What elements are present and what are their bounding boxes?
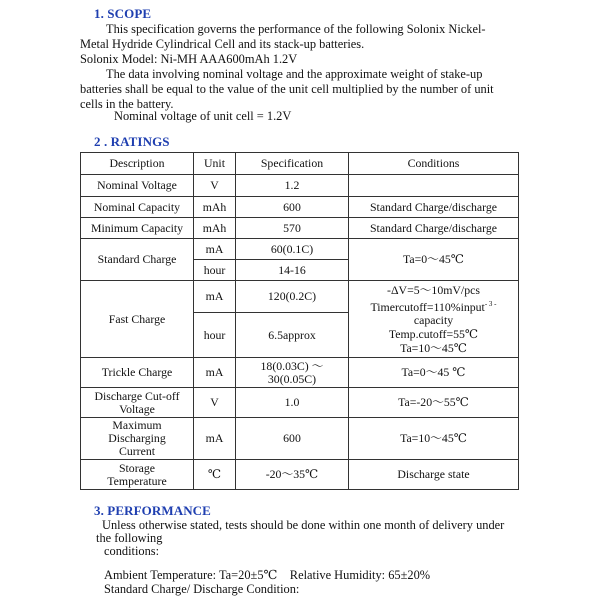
header-specification: Specification: [236, 153, 349, 175]
storage-desc-line-1: Storage: [118, 460, 156, 475]
performance-standard: Standard Charge/ Discharge Condition:: [104, 582, 300, 596]
discharge-cutoff-desc-line-2: Voltage: [119, 401, 155, 416]
fast-charge-cond-line-2: [351, 297, 516, 314]
standard-charge-unit-2: hour: [194, 260, 236, 281]
table-row: [81, 358, 519, 388]
discharge-cutoff-desc: [81, 388, 194, 418]
performance-line-1: Unless otherwise stated, tests should be done within one month of delivery under: [102, 518, 505, 532]
header-unit: Unit: [194, 153, 236, 175]
max-discharging-unit: mA: [194, 418, 236, 460]
trickle-charge-spec-line-2: 30(0.05C): [267, 371, 317, 386]
fast-charge-cond-line-3: capacity: [413, 313, 454, 328]
max-discharging-desc-line-2: Discharging: [108, 431, 166, 445]
fast-charge-unit-2: hour: [194, 313, 236, 358]
nominal-voltage-spec: 1.2: [236, 175, 349, 197]
max-discharging-desc: [81, 418, 194, 460]
storage-unit: ℃: [194, 460, 236, 490]
nominal-capacity-unit: mAh: [194, 197, 236, 218]
header-conditions: Conditions: [349, 153, 519, 175]
storage-spec: -20～35℃: [236, 460, 349, 490]
ratings-table: [80, 152, 519, 490]
max-discharging-cond: Ta=10～45℃: [349, 418, 519, 460]
fast-charge-cond-line-5: Ta=10～45℃: [400, 341, 467, 356]
storage-desc: [81, 460, 194, 490]
fast-charge-spec-2: 6.5approx: [236, 313, 349, 358]
trickle-charge-cond: Ta=0～45 ℃: [349, 358, 519, 388]
nominal-capacity-desc: Nominal Capacity: [81, 197, 194, 218]
standard-charge-cond: Ta=0～45℃: [349, 239, 519, 281]
table-row: [81, 418, 519, 460]
minimum-capacity-spec: 570: [236, 218, 349, 239]
table-row: [81, 281, 519, 313]
table-row: [81, 460, 519, 490]
scope-heading: 1. SCOPE: [94, 6, 152, 21]
fast-charge-unit-1: mA: [194, 281, 236, 313]
table-header-row: [81, 153, 519, 175]
performance-line-3: conditions:: [104, 544, 160, 558]
trickle-charge-spec: [236, 358, 349, 388]
table-row: [81, 175, 519, 197]
table-row: [81, 239, 519, 260]
table-row: [81, 388, 519, 418]
fast-charge-desc: Fast Charge: [81, 281, 194, 358]
fast-charge-spec-1: 120(0.2C): [236, 281, 349, 313]
fast-charge-cond-line-1: -ΔV=5～10mV/pcs: [387, 282, 480, 297]
discharge-cutoff-cond: Ta=-20～55℃: [349, 388, 519, 418]
standard-charge-spec-2: 14-16: [236, 260, 349, 281]
minimum-capacity-desc: Minimum Capacity: [81, 218, 194, 239]
performance-heading: 3. PERFORMANCE: [94, 503, 211, 518]
minimum-capacity-unit: mAh: [194, 218, 236, 239]
nominal-capacity-cond: Standard Charge/discharge: [349, 197, 519, 218]
trickle-charge-unit: mA: [194, 358, 236, 388]
page-number-mark: - 3 -: [484, 299, 497, 308]
discharge-cutoff-desc-line-1: Discharge Cut-off: [94, 388, 180, 403]
fast-charge-cond-line-4: Temp.cutoff=55℃: [388, 327, 479, 342]
header-description: Description: [81, 153, 194, 175]
ratings-heading: 2 . RATINGS: [94, 134, 170, 149]
scope-paragraph-2: The data involving nominal voltage and the approximate weight of stake-up batteries shall be equal to the value of the unit cell multiplied by the number of unit cells in the battery.: [80, 67, 494, 111]
scope-nominal-voltage: Nominal voltage of unit cell = 1.2V: [114, 109, 292, 123]
nominal-voltage-cond: [349, 175, 519, 197]
table-row: [81, 197, 519, 218]
max-discharging-spec: 600: [236, 418, 349, 460]
max-discharging-desc-line-1: Maximum: [112, 418, 162, 432]
minimum-capacity-cond: Standard Charge/discharge: [349, 218, 519, 239]
nominal-voltage-desc: Nominal Voltage: [81, 175, 194, 197]
performance-line-2: the following: [96, 531, 163, 545]
table-row: [81, 218, 519, 239]
scope-paragraph-1: This specification governs the performance of the following Solonix Nickel-Metal Hydride Cylindrical Cell and its stack-up batteries.: [80, 22, 486, 51]
nominal-voltage-unit: V: [194, 175, 236, 197]
trickle-charge-spec-line-1: 18(0.03C) ～: [260, 358, 324, 373]
discharge-cutoff-spec: 1.0: [236, 388, 349, 418]
nominal-capacity-spec: 600: [236, 197, 349, 218]
standard-charge-unit-1: mA: [194, 239, 236, 260]
storage-cond: Discharge state: [349, 460, 519, 490]
discharge-cutoff-unit: V: [194, 388, 236, 418]
fast-charge-cond: [349, 281, 519, 358]
trickle-charge-desc: Trickle Charge: [81, 358, 194, 388]
standard-charge-desc: Standard Charge: [81, 239, 194, 281]
max-discharging-desc-line-3: Current: [118, 444, 156, 458]
scope-model: Solonix Model: Ni-MH AAA600mAh 1.2V: [80, 52, 298, 66]
performance-ambient: Ambient Temperature: Ta=20±5℃ Relative Humidity: 65±20%: [104, 568, 431, 582]
standard-charge-spec-1: 60(0.1C): [236, 239, 349, 260]
storage-desc-line-2: Temperature: [107, 473, 167, 488]
fast-charge-cond-line-2-text: Timercutoff=110%input: [370, 299, 485, 314]
